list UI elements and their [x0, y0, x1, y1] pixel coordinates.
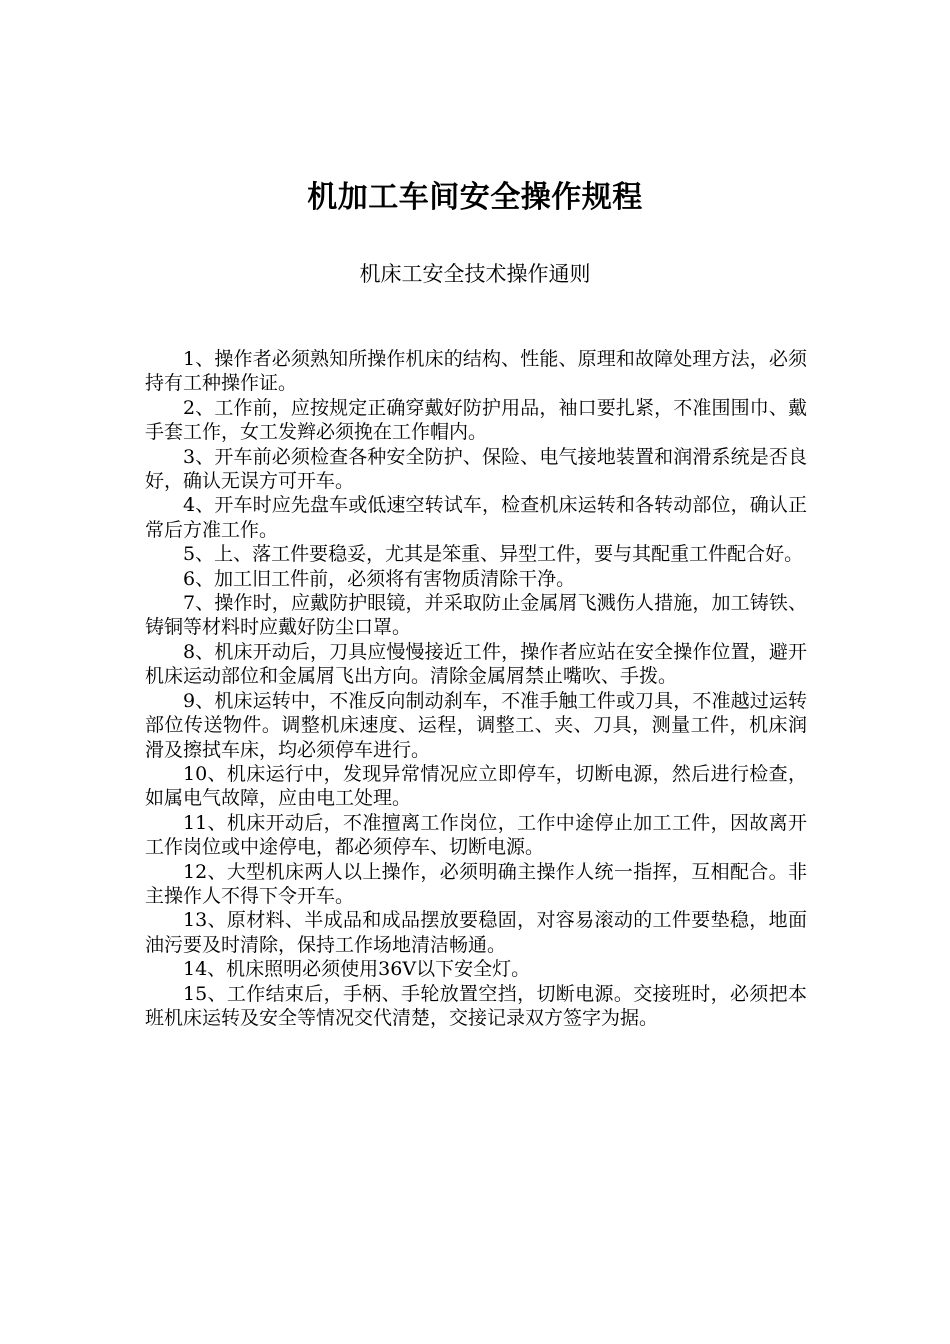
rule-item-9: 9、机床运转中，不准反向制动刹车，不准手触工件或刀具，不准越过运转部位传送物件。调整机床速度、运程，调整工、夹、刀具，测量工件，机床润滑及擦拭车床，均必须停车进行。 — [145, 689, 807, 761]
rule-item-15: 15、工作结束后，手柄、手轮放置空挡，切断电源。交接班时，必须把本班机床运转及安全等情况交代清楚，交接记录双方签字为据。 — [145, 982, 807, 1029]
rule-item-11: 11、机床开动后，不准擅离工作岗位，工作中途停止加工工件，因故离开工作岗位或中途停电，都必须停车、切断电源。 — [145, 811, 807, 859]
rule-item-7: 7、操作时，应戴防护眼镜，并采取防止金属屑飞溅伤人措施，加工铸铁、铸铜等材料时应戴好防尘口罩。 — [145, 592, 807, 639]
rule-item-6: 6、加工旧工件前，必须将有害物质清除干净。 — [183, 567, 576, 590]
rule-item-3: 3、开车前必须检查各种安全防护、保险、电气接地装置和润滑系统是否良好，确认无误方可开车。 — [145, 445, 807, 493]
rule-item-8: 8、机床开动后，刀具应慢慢接近工件，操作者应站在安全操作位置，避开机床运动部位和金属屑飞出方向。清除金属屑禁止嘴吹、手拨。 — [145, 640, 807, 688]
rule-item-12: 12、大型机床两人以上操作，必须明确主操作人统一指挥，互相配合。非主操作人不得下令开车。 — [145, 860, 807, 907]
rule-item-1: 1、操作者必须熟知所操作机床的结构、性能、原理和故障处理方法，必须持有工种操作证。 — [145, 348, 807, 395]
rule-item-2: 2、工作前，应按规定正确穿戴好防护用品，袖口要扎紧，不准围围巾、戴手套工作，女工发辫必须挽在工作帽内。 — [145, 396, 807, 444]
rule-item-13: 13、原材料、半成品和成品摆放要稳固，对容易滚动的工件要垫稳，地面油污要及时清除，保持工作场地清洁畅通。 — [145, 909, 807, 956]
rule-item-5: 5、上、落工件要稳妥，尤其是笨重、异型工件，要与其配重工件配合好。 — [183, 543, 804, 566]
rule-item-14: 14、机床照明必须使用36V以下安全灯。 — [183, 958, 531, 981]
rules-list — [145, 347, 807, 1030]
rule-item-10: 10、机床运行中，发现异常情况应立即停车，切断电源，然后进行检查，如属电气故障，应由电工处理。 — [145, 762, 807, 810]
document-title: 机加工车间安全操作规程 — [307, 180, 643, 215]
rule-item-4: 4、开车时应先盘车或低速空转试车，检查机床运转和各转动部位，确认正常后方准工作。 — [145, 494, 807, 541]
document-subtitle: 机床工安全技术操作通则 — [359, 262, 591, 286]
